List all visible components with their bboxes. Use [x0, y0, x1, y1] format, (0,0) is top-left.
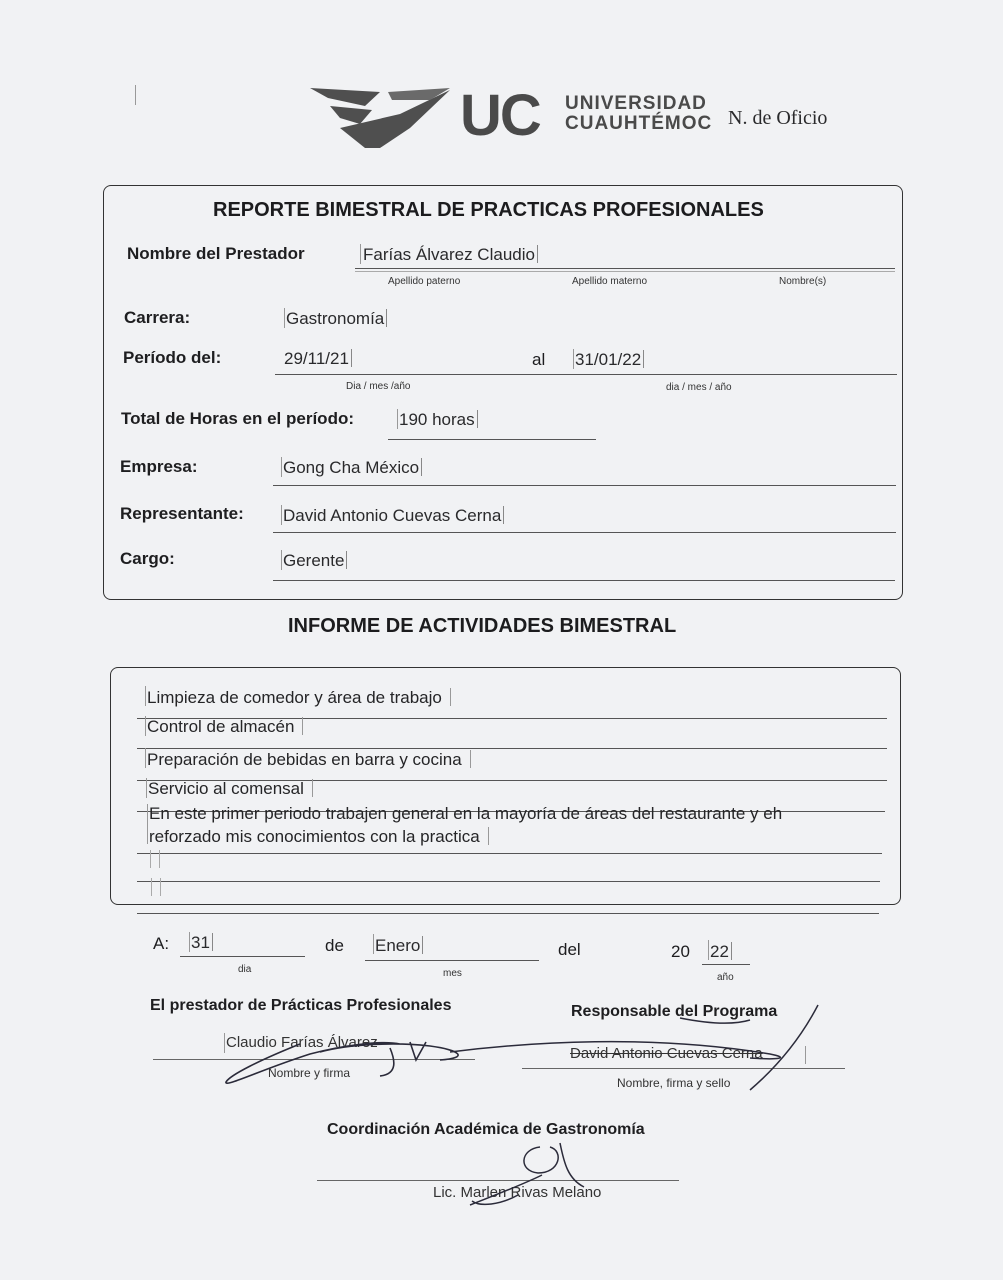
university-logo: [310, 80, 713, 155]
activity-item: Preparación de bebidas en barra y cocina: [147, 750, 471, 770]
date-a-label: A:: [153, 934, 170, 953]
form-title: REPORTE BIMESTRAL DE PRACTICAS PROFESIONALES: [213, 199, 764, 221]
eagle-logo-icon: [310, 84, 455, 150]
sub-paterno: Apellido paterno: [388, 276, 461, 287]
logo-name-line1: UNIVERSIDAD: [565, 93, 707, 114]
activity-item: reforzado mis conocimientos con la practica: [149, 827, 489, 847]
logo-name-line2: CUAUHTÉMOC: [565, 113, 713, 134]
responsable-signature-icon: [450, 1000, 830, 1095]
date-year-prefix: 20: [671, 942, 690, 961]
sub-periodo-from: Dia / mes /año: [346, 381, 411, 392]
coordinacion-title: Coordinación Académica de Gastronomía: [327, 1121, 645, 1138]
activity-item: Servicio al comensal: [148, 779, 313, 799]
empresa-label: Empresa:: [120, 457, 198, 476]
date-dia-value: 31: [191, 933, 213, 953]
sub-anio: año: [717, 972, 734, 983]
date-year-value: 22: [710, 942, 732, 962]
empty-activity-mark: [151, 878, 161, 896]
cargo-label: Cargo:: [120, 549, 175, 568]
oficio-label: N. de Oficio: [728, 107, 828, 129]
horas-label: Total de Horas en el período:: [121, 409, 354, 428]
empty-activity-mark: [150, 850, 160, 868]
margin-mark: [135, 85, 136, 105]
activity-item: Limpieza de comedor y área de trabajo: [147, 688, 451, 708]
sub-periodo-to: dia / mes / año: [666, 382, 732, 393]
sub-mes: mes: [443, 968, 462, 979]
date-del-label: del: [558, 940, 581, 959]
prestador-name: Claudio Farías Álvarez: [226, 1034, 378, 1051]
prestador-sub: Nombre y firma: [268, 1066, 351, 1080]
nombre-cursor-start: [360, 244, 361, 264]
activity-item: Control de almacén: [147, 717, 303, 737]
prestador-signature-icon: [220, 1030, 480, 1090]
empresa-value: Gong Cha México: [283, 458, 422, 478]
carrera-label: Carrera:: [124, 308, 191, 327]
periodo-to: 31/01/22: [575, 350, 644, 370]
nombre-value: Farías Álvarez Claudio: [363, 245, 538, 265]
responsable-sub: Nombre, firma y sello: [617, 1076, 731, 1090]
representante-label: Representante:: [120, 504, 244, 523]
coordinacion-signature-icon: [460, 1135, 600, 1210]
date-mes-value: Enero: [375, 936, 423, 956]
periodo-from: 29/11/21: [284, 349, 352, 369]
sub-materno: Apellido materno: [572, 276, 648, 287]
responsable-title: Responsable del Programa: [571, 1003, 778, 1020]
responsable-name: David Antonio Cuevas Cerna: [570, 1045, 763, 1062]
periodo-al: al: [532, 350, 546, 369]
representante-value: David Antonio Cuevas Cerna: [283, 506, 504, 526]
nombre-label: Nombre del Prestador: [127, 244, 305, 263]
coordinacion-name: Lic. Marlen Rivas Melano: [433, 1184, 602, 1201]
periodo-label: Período del:: [123, 348, 222, 367]
horas-value: 190 horas: [399, 410, 478, 430]
activity-item: En este primer periodo trabajen general en la mayoría de áreas del restaurante y eh: [149, 804, 783, 823]
logo-uc-mark: UC: [460, 83, 540, 148]
carrera-value: Gastronomía: [286, 309, 387, 329]
date-de-label: de: [325, 936, 344, 955]
cargo-value: Gerente: [283, 551, 347, 571]
sub-dia: dia: [238, 964, 252, 975]
prestador-title: El prestador de Prácticas Profesionales: [150, 997, 452, 1014]
activities-title: INFORME DE ACTIVIDADES BIMESTRAL: [288, 615, 677, 637]
sub-nombres: Nombre(s): [779, 276, 827, 287]
